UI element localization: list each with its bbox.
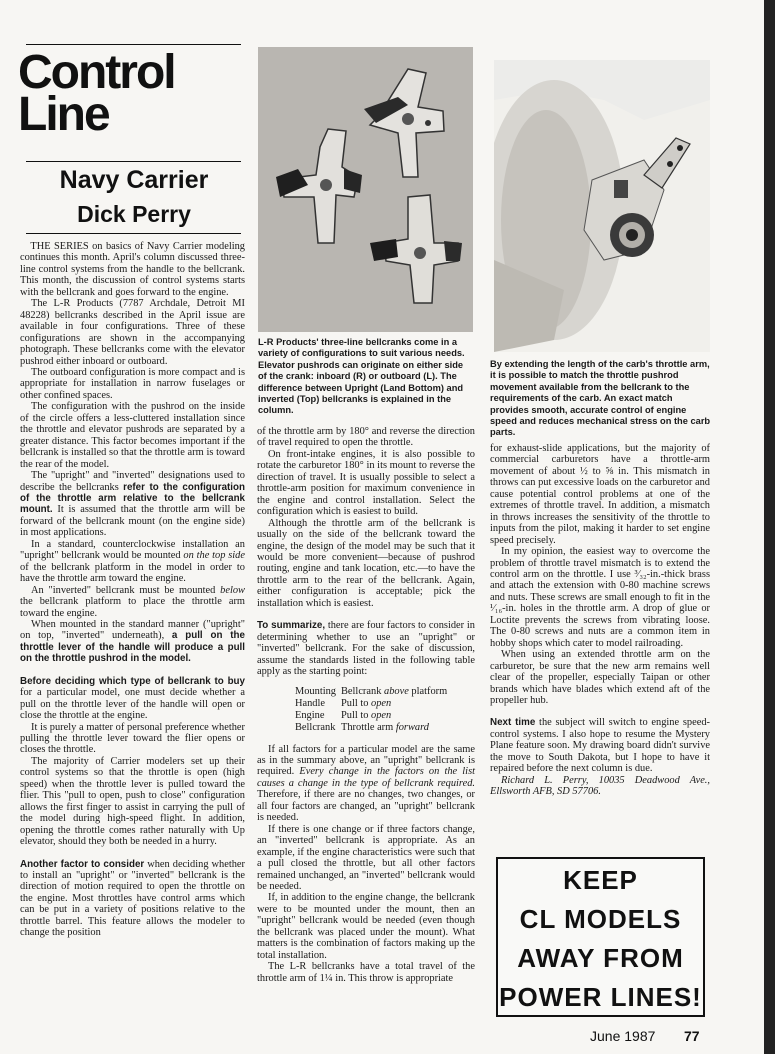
paragraph: When mounted in the standard manner ("upright" on top, "inverted" underneath), a pull on the throttle lever of the handle will produce a pull on the throttle pushrod in the model. (20, 618, 245, 665)
paragraph: If there is one change or if three factors change, an "inverted" bellcrank is appropriate. As an example, if the engine characteristics were such that a pull closed the throttle, but all other factors remained unchanged, an "inverted" bellcrank would be needed. (257, 823, 475, 892)
paragraph: To summarize, there are four factors to consider in determining whether to use an "upright" or "inverted" bellcrank. For the sake of discussion, assume the standards listed in the following table apply as the starting point: (257, 620, 475, 678)
body-column-3 (490, 443, 710, 798)
paragraph: If, in addition to the engine change, the bellcrank were to be mounted under the mount, then an "upright" bellcrank would be needed (even though the bellcrank was placed under the mount). What matters is the combination of factors making up the total installation. (257, 892, 475, 961)
paragraph: The outboard configuration is more compact and is appropriate for installation in narrow fuselages or other confined spaces. (20, 366, 245, 401)
lead-in: THE SERIES (30, 241, 89, 252)
paragraph: The majority of Carrier modelers set up their control systems so that the throttle is open (high speed) when the throttle lever is pulled toward the flier. This "pull to open, push to close" configuration allows the first finger to assist in carrying the pull of the model during high-speed flight. In addition, opening the throttle comes rather naturally with Up elevator, should they both be needed in a hurry. (20, 755, 245, 848)
paragraph: The L-R bellcranks have a total travel of the throttle arm of 1¼ in. This throw is appropriate (257, 961, 475, 984)
paragraph: In a standard, counterclockwise installation an "upright" bellcrank would be mounted on the top side of the bellcrank platform in the model in order to have the throttle arm toward the engine. (20, 538, 245, 585)
byline-rule (26, 233, 241, 234)
column-title (18, 46, 250, 141)
page-edge (764, 0, 775, 1054)
carburetor-photo (494, 60, 710, 352)
paragraph: Another factor to consider when deciding whether to install an "upright" or "inverted" bellcrank is the direction of motion required to open the throttle on the engine. Most throttles have control arms which can be put in a variety of positions relative to the throttle barrel. This feature allows the modeler to change the position (20, 858, 245, 939)
subtitle: Navy Carrier (59, 166, 209, 194)
table-row: Mounting Bellcrank above platform (295, 685, 448, 697)
safety-line: CL MODELS (519, 904, 682, 934)
author-signature: Richard L. Perry, 10035 Deadwood Ave., Ellsworth AFB, SD 57706. (490, 774, 710, 798)
paragraph: The configuration with the pushrod on the inside of the circle offers a less-cluttered installation since the throttle and elevator pushrods are separated by a greater distance. This factor becomes important if the bellcrank is installed so that the throttle arm is toward the rear of the model. (20, 401, 245, 470)
title-line-2: Line (18, 88, 109, 141)
paragraph: If all factors for a particular model are the same as in the summary above, an "upright" bellcrank is required. Every change in the factors on the list causes a change in the type of bellcrank required. Therefore, if there are no changes, two changes, or all four factors are changed, an "upright" bellcrank is needed. (257, 743, 476, 824)
safety-notice-box (496, 857, 705, 1017)
paragraph: On front-intake engines, it is also possible to rotate the carburetor 180° in its mount to reverse the direction of travel. It is usually possible to select a throttle-arm position for maximum convenience in the engine and control installation. Select the configuration which is easiest to build. (257, 448, 475, 518)
carburetor-illustration (494, 60, 710, 352)
paragraph: When using an extended throttle arm on the carburetor, be sure that the new arm remains well clear of the propeller, especially Taipan or other brands which have blades which extend aft of the propeller hub. (490, 649, 710, 706)
author-byline: Dick Perry (77, 201, 191, 227)
paragraph: Before deciding which type of bellcrank to buy for a particular model, one must decide whether a pull on the throttle lever of the handle will open or close the throttle at the engine. (20, 675, 245, 722)
bellcrank-photo (258, 47, 473, 332)
safety-line: AWAY FROM (517, 943, 684, 973)
safety-line: KEEP (563, 865, 638, 895)
table-row: Handle Pull to open (295, 697, 392, 709)
paragraph: Although the throttle arm of the bellcrank is usually on the side of the bellcrank toward the engine, the design of the model may be such that it would be more convenient—because of pushrod routing, engine and tank location, etc.—to have the throttle arm to the rear of the bellcrank. Again, either configuration is acceptable; pick the installation which is easiest. (257, 517, 475, 609)
paragraph: of the throttle arm by 180° and reverse the direction of travel required to open the throttle. (257, 426, 475, 449)
safety-line: POWER LINES! (499, 982, 702, 1012)
bellcrank-illustration (258, 47, 473, 332)
bellcrank-photo-caption: L-R Products' three-line bellcranks come in a variety of configurations to suit various needs. Elevator pushrods can originate on either side of the crank: inboard (R) or outboard (L). The difference between Upright (Land Bottom) and inverted (Top) bellcranks is explained in the column. (258, 337, 465, 416)
body-column-2 (257, 426, 475, 984)
table-row: Engine Pull to open (295, 709, 392, 721)
issue-date: June 1987 (590, 1028, 656, 1044)
title-rule-top (26, 44, 241, 45)
paragraph: THE SERIES on basics of Navy Carrier modeling continues this month. April's column discussed three-line control systems from the handle to the bellcrank. This month, the discussion of control systems starts with the bellcrank and goes forward to the engine. (20, 241, 245, 298)
table-row: Bellcrank Throttle arm forward (295, 721, 429, 733)
paragraph: In my opinion, the easiest way to overcome the problem of throttle travel mismatch is to extend the control arm on the throttle. I use ³⁄₃₂-in.-thick brass and attach the extension with 0-80 machine screws and nuts. These screws are small enough to fit in the ¹⁄₁₆-in. holes in the throttle arm. A drop of glue or Loctite prevents the screws from vibrating loose. The 0-80 screws and nuts are a common item in hobby shops which cater to model railroading. (490, 546, 710, 649)
paragraph: It is purely a matter of personal preference whether pulling the throttle lever toward the flier opens or closes the throttle. (20, 721, 245, 756)
paragraph: Next time the subject will switch to engine speed-control systems. I also hope to resume the Mystery Plane feature soon. My drawing board didn't survive the move to South Dakota, but I hope to have it repaired before the next column is due. (490, 717, 710, 775)
body-column-1 (20, 241, 245, 939)
paragraph: An "inverted" bellcrank must be mounted below the bellcrank platform to place the throttle arm toward the engine. (20, 584, 245, 619)
paragraph: The L-R Products (7787 Archdale, Detroit MI 48228) bellcranks described in the April issue are available in four configurations. Three of these configurations are shown in the accompanying photograph. These bellcranks come with the elevator pushrod either inboard or outboard. (20, 298, 245, 367)
carburetor-photo-caption: By extending the length of the carb's throttle arm, it is possible to match the throttle pushrod movement available from the bellcrank to the requirements of the carb. An exact match provides smooth, accurate control of engine speed and reduces mechanical stress on the carb parts. (490, 359, 711, 438)
title-rule-bottom (26, 161, 241, 162)
page-number: 77 (684, 1028, 700, 1044)
paragraph: The "upright" and "inverted" designations used to describe the bellcranks refer to the configuration of the throttle arm relative to the bellcrank mount. It is assumed that the throttle arm will be forward of the bellcrank mount (on the engine side) in most applications. (20, 470, 245, 539)
paragraph: for exhaust-slide applications, but the majority of commercial carburetors have a throttle-arm movement of about ½ to ⅝ in. This mismatch in throws can put excessive loads on the carburetor and cause potential control problems at one of the extremes of throttle travel. In addition, a mismatch in throws increases the sensitivity of the throttle to inputs from the pilot, making it harder to set engine speed precisely. (490, 443, 710, 546)
title-line-1: Control (18, 46, 175, 99)
standards-table (295, 686, 452, 734)
